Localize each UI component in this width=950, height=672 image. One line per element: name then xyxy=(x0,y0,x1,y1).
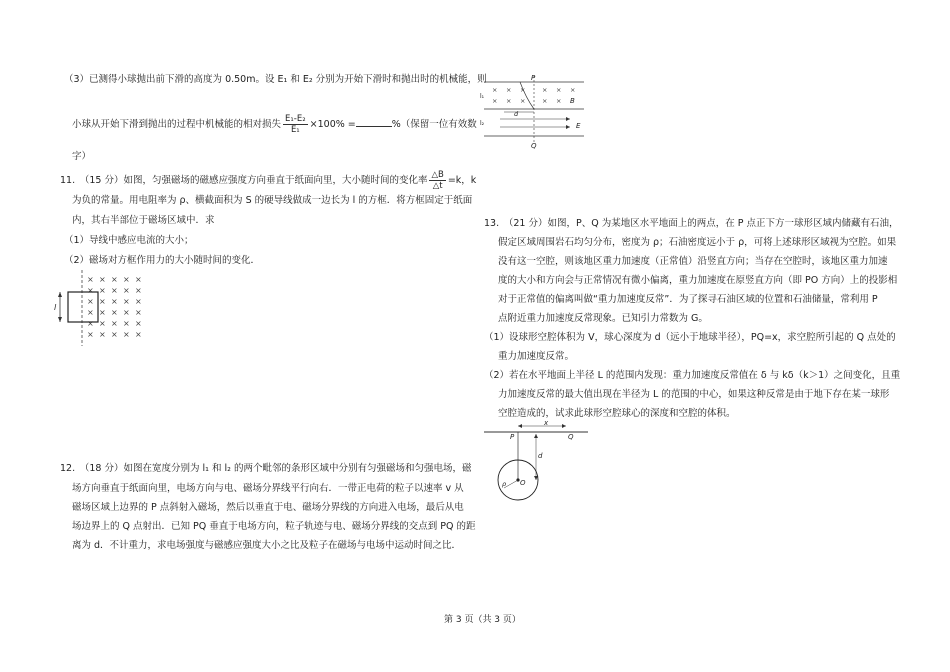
q10-frac-num: E₁-E₂ xyxy=(285,114,306,124)
q12-label-B: B xyxy=(570,97,575,105)
svg-text:×: × xyxy=(135,286,142,295)
q13-part2-line2: 力加速度反常的最大值出现在半径为 L 的范围的中心，如果这种反常是由于地下存在某一球形 xyxy=(498,389,890,400)
q10-frac-den: E₁ xyxy=(290,125,300,135)
q11-frac-den: △t xyxy=(432,181,443,191)
svg-text:×: × xyxy=(99,330,106,339)
svg-text:×: × xyxy=(123,286,130,295)
svg-text:×: × xyxy=(111,297,118,306)
q10-text-after: %（保留一位有效数 xyxy=(391,119,477,130)
q13-part1-line2: 重力加速度反常。 xyxy=(498,351,575,362)
svg-text:×: × xyxy=(99,319,106,328)
q11-part2: （2）磁场对方框作用力的大小随时间的变化． xyxy=(64,255,261,266)
q13-line6: 点附近重力加速度反常现象。已知引力常数为 G。 xyxy=(498,313,708,324)
q11-field-crosses xyxy=(87,275,142,339)
q10-part3-line1: （3）已测得小球抛出前下滑的高度为 0.50m。设 E₁ 和 E₂ 分别为开始下滑时和抛出时的机械能，则 xyxy=(64,74,487,85)
q12-label-d: d xyxy=(514,110,519,118)
q11-line1 xyxy=(60,170,476,192)
q12-line2: 场方向垂直于纸面向里，电场方向与电、磁场分界线平行向右．一带正电荷的粒子以速率 v 从 xyxy=(72,483,464,494)
svg-text:×: × xyxy=(556,86,562,94)
q11-figure xyxy=(54,268,164,348)
q12-line1: 12. （18 分）如图在宽度分别为 l₁ 和 l₂ 的两个毗邻的条形区域中分别有匀强磁场和匀强电场，磁 xyxy=(60,463,472,474)
svg-text:×: × xyxy=(123,275,130,284)
q12-line3: 磁场区域上边界的 P 点斜射入磁场，然后以垂直于电、磁场分界线的方向进入电场，最后从电 xyxy=(72,502,464,513)
svg-text:×: × xyxy=(520,86,526,94)
svg-text:×: × xyxy=(87,330,94,339)
q13-label-O: O xyxy=(520,479,526,487)
svg-text:×: × xyxy=(570,86,576,94)
q13-part2-line3: 空腔造成的，试求此球形空腔球心的深度和空腔的体积。 xyxy=(498,408,736,419)
q13-part2-line1: （2）若在水平地面上半径 L 的范围内发现：重力加速度反常值在 δ 与 kδ（k＞1）之间变化，且重 xyxy=(484,370,901,381)
q11-line3: 内，其右半部位于磁场区域中．求 xyxy=(72,215,215,226)
q12-line5: 离为 d．不计重力，求电场强度与磁感应强度大小之比及粒子在磁场与电场中运动时间之比． xyxy=(72,540,462,551)
q13-line1: 13. （21 分）如图，P、Q 为某地区水平地面上的两点，在 P 点正下方一球形区域内储藏有石油， xyxy=(484,218,899,229)
svg-text:×: × xyxy=(111,286,118,295)
svg-text:×: × xyxy=(111,330,118,339)
q10-part3-line3: 字） xyxy=(72,151,92,162)
svg-text:×: × xyxy=(542,86,548,94)
svg-text:×: × xyxy=(99,308,106,317)
svg-text:×: × xyxy=(99,275,106,284)
q11-label-l: l xyxy=(54,303,57,312)
q11-text-after: =k，k xyxy=(447,175,477,186)
q12-label-P: P xyxy=(531,74,536,82)
svg-text:×: × xyxy=(492,86,498,94)
q13-label-d: d xyxy=(538,452,543,460)
q11-part1: （1）导线中感应电流的大小； xyxy=(64,235,194,246)
q13-line4: 度的大小和方向会与正常情况有微小偏离，重力加速度在原竖直方向（即 PO 方向）上的投影相 xyxy=(498,275,898,286)
svg-text:×: × xyxy=(99,286,106,295)
q13-label-Q: Q xyxy=(568,433,574,441)
svg-text:×: × xyxy=(87,286,94,295)
q13-part1-line1: （1）设球形空腔体积为 V，球心深度为 d（远小于地球半径），PQ=x，求空腔所引起的 Q 点处的 xyxy=(484,332,896,343)
svg-text:×: × xyxy=(99,297,106,306)
svg-text:×: × xyxy=(123,308,130,317)
svg-text:×: × xyxy=(111,319,118,328)
q10-part3-line2 xyxy=(72,114,477,136)
q10-eq: = xyxy=(347,119,356,130)
q12-label-E: E xyxy=(576,122,581,130)
q12-label-Q: Q xyxy=(531,142,537,150)
svg-text:×: × xyxy=(111,308,118,317)
svg-text:×: × xyxy=(123,330,130,339)
q12-line4: 场边界上的 Q 点射出．已知 PQ 垂直于电场方向，粒子轨迹与电、磁场分界线的交点到 PQ 的距 xyxy=(72,521,476,532)
q11-frac-num: △B xyxy=(431,170,444,180)
svg-text:×: × xyxy=(135,297,142,306)
svg-text:×: × xyxy=(492,97,498,105)
svg-text:×: × xyxy=(506,97,512,105)
svg-text:×: × xyxy=(123,297,130,306)
q12-label-l1: l₁ xyxy=(480,93,485,100)
q12-figure xyxy=(480,72,590,152)
q11-text-before: 11. （15 分）如图，匀强磁场的磁感应强度方向垂直于纸面向里，大小随时间的变化率 xyxy=(60,175,428,186)
q13-label-rho: ρ xyxy=(502,480,507,488)
q10-energy-fraction xyxy=(283,114,308,135)
q13-line3: 没有这一空腔，则该地区重力加速度（正常值）沿竖直方向；当存在空腔时，该地区重力加速 xyxy=(498,256,888,267)
svg-text:×: × xyxy=(111,275,118,284)
svg-text:×: × xyxy=(87,275,94,284)
q13-figure xyxy=(482,420,592,502)
svg-text:×: × xyxy=(506,86,512,94)
svg-text:×: × xyxy=(87,297,94,306)
q13-line2: 假定区域周围岩石均匀分布，密度为 ρ；石油密度远小于 ρ，可将上述球形区域视为空腔。如果 xyxy=(498,237,897,248)
svg-text:×: × xyxy=(542,97,548,105)
svg-text:×: × xyxy=(135,275,142,284)
svg-text:×: × xyxy=(135,319,142,328)
svg-text:×: × xyxy=(87,319,94,328)
svg-text:×: × xyxy=(556,97,562,105)
q10-answer-blank[interactable] xyxy=(356,117,392,127)
q13-label-P: P xyxy=(510,433,515,441)
svg-text:×: × xyxy=(520,97,526,105)
svg-text:×: × xyxy=(87,308,94,317)
svg-text:×: × xyxy=(123,319,130,328)
q10-text-before: 小球从开始下滑到抛出的过程中机械能的相对损失 xyxy=(72,119,282,130)
page-footer: 第 3 页（共 3 页） xyxy=(444,615,521,625)
q11-line2: 为负的常量。用电阻率为 ρ、横截面积为 S 的硬导线做成一边长为 l 的方框．将方框固定于纸面 xyxy=(72,195,473,206)
svg-text:×: × xyxy=(135,330,142,339)
q10-times-pct: ×100% xyxy=(309,119,345,130)
q12-label-l2: l₂ xyxy=(480,120,485,127)
svg-text:×: × xyxy=(135,308,142,317)
q13-label-x: x xyxy=(544,420,549,427)
q13-line5: 对于正常值的偏离叫做“重力加速度反常”．为了探寻石油区域的位置和石油储量，常利用 P xyxy=(498,294,878,305)
q11-rate-fraction xyxy=(429,170,445,191)
